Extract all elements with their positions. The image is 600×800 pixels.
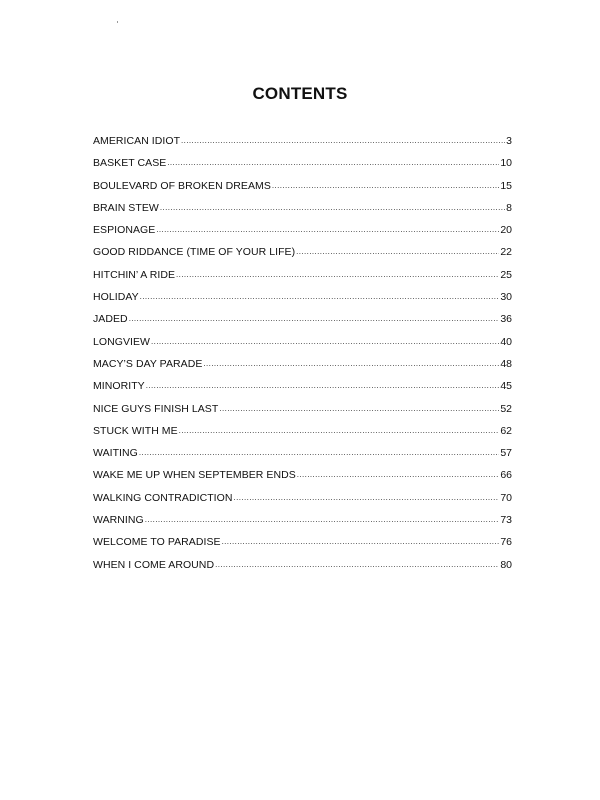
toc-entry[interactable] xyxy=(93,241,512,263)
toc-dot-leader xyxy=(272,175,499,197)
toc-dot-leader xyxy=(145,509,500,531)
toc-dot-leader xyxy=(151,331,499,353)
toc-entry[interactable] xyxy=(93,308,512,330)
toc-entry-title: WARNING xyxy=(93,514,144,527)
toc-entry[interactable] xyxy=(93,264,512,286)
toc-entry-title: WAKE ME UP WHEN SEPTEMBER ENDS xyxy=(93,469,296,482)
toc-dot-leader xyxy=(181,130,505,152)
toc-entry-title: STUCK WITH ME xyxy=(93,424,178,437)
toc-entry[interactable] xyxy=(93,509,512,531)
toc-dot-leader xyxy=(160,197,505,219)
toc-dot-leader xyxy=(203,353,499,375)
toc-entry-title: WALKING CONTRADICTION xyxy=(93,491,233,504)
toc-dot-leader xyxy=(234,487,500,509)
toc-dot-leader xyxy=(129,308,500,330)
toc-entry-page-number: 10 xyxy=(500,157,512,170)
toc-entry-title: HOLIDAY xyxy=(93,291,139,304)
toc-entry-page-number: 52 xyxy=(500,402,512,415)
toc-dot-leader xyxy=(219,398,499,420)
toc-entry-page-number: 20 xyxy=(500,224,512,237)
toc-entry[interactable] xyxy=(93,130,512,152)
toc-dot-leader xyxy=(176,264,499,286)
toc-dot-leader xyxy=(146,375,500,397)
toc-entry-page-number: 70 xyxy=(500,491,512,504)
toc-dot-leader xyxy=(179,420,500,442)
toc-entry[interactable] xyxy=(93,353,512,375)
toc-entry[interactable] xyxy=(93,420,512,442)
toc-entry-page-number: 22 xyxy=(500,246,512,259)
toc-entry[interactable] xyxy=(93,398,512,420)
toc-entry-title: AMERICAN IDIOT xyxy=(93,135,181,147)
toc-entry[interactable] xyxy=(93,197,512,219)
toc-entry-page-number: 62 xyxy=(500,424,512,437)
toc-entry-title: NICE GUYS FINISH LAST xyxy=(93,402,219,415)
toc-entry[interactable] xyxy=(93,286,512,308)
toc-entry-page-number: 57 xyxy=(500,447,512,460)
toc-entry-page-number: 66 xyxy=(500,469,512,482)
toc-entry-page-number: 25 xyxy=(500,268,512,281)
toc-entry-page-number: 3 xyxy=(506,135,512,147)
toc-entry[interactable] xyxy=(93,375,512,397)
toc-entry-page-number: 36 xyxy=(500,313,512,326)
toc-dot-leader xyxy=(167,152,499,174)
toc-entry-page-number: 40 xyxy=(500,335,512,348)
toc-entry-page-number: 80 xyxy=(500,558,512,571)
toc-entry-title: HITCHIN’ A RIDE xyxy=(93,268,176,281)
toc-entry[interactable] xyxy=(93,531,512,553)
toc-dot-leader xyxy=(156,219,499,241)
toc-entry-title: BOULEVARD OF BROKEN DREAMS xyxy=(93,179,271,192)
table-of-contents xyxy=(93,130,512,576)
toc-entry-page-number: 45 xyxy=(500,380,512,393)
toc-entry[interactable] xyxy=(93,464,512,486)
toc-entry-page-number: 73 xyxy=(500,514,512,527)
toc-entry-title: MACY’S DAY PARADE xyxy=(93,357,203,370)
toc-entry[interactable] xyxy=(93,554,512,576)
toc-entry-page-number: 8 xyxy=(506,201,512,214)
toc-entry[interactable] xyxy=(93,442,512,464)
toc-entry-title: MINORITY xyxy=(93,380,145,393)
toc-entry-page-number: 30 xyxy=(500,291,512,304)
toc-dot-leader xyxy=(140,286,500,308)
toc-entry-page-number: 76 xyxy=(500,536,512,549)
scan-speck xyxy=(117,21,118,23)
toc-entry-title: WAITING xyxy=(93,447,138,460)
toc-entry[interactable] xyxy=(93,487,512,509)
toc-dot-leader xyxy=(139,442,499,464)
toc-entry[interactable] xyxy=(93,152,512,174)
toc-entry[interactable] xyxy=(93,175,512,197)
page-title: CONTENTS xyxy=(252,84,348,103)
toc-entry-title: WELCOME TO PARADISE xyxy=(93,536,221,549)
toc-entry-page-number: 15 xyxy=(500,179,512,192)
toc-entry-title: LONGVIEW xyxy=(93,335,150,348)
toc-entry-title: GOOD RIDDANCE (TIME OF YOUR LIFE) xyxy=(93,246,296,259)
toc-entry[interactable] xyxy=(93,219,512,241)
toc-entry-title: BASKET CASE xyxy=(93,157,167,170)
toc-dot-leader xyxy=(215,554,499,576)
toc-entry[interactable] xyxy=(93,331,512,353)
toc-dot-leader xyxy=(222,531,500,553)
toc-entry-page-number: 48 xyxy=(500,357,512,370)
toc-entry-title: BRAIN STEW xyxy=(93,201,159,214)
toc-entry-title: JADED xyxy=(93,313,128,326)
toc-entry-title: WHEN I COME AROUND xyxy=(93,558,215,571)
toc-dot-leader xyxy=(297,464,500,486)
toc-entry-title: ESPIONAGE xyxy=(93,224,156,237)
toc-dot-leader xyxy=(296,241,499,263)
